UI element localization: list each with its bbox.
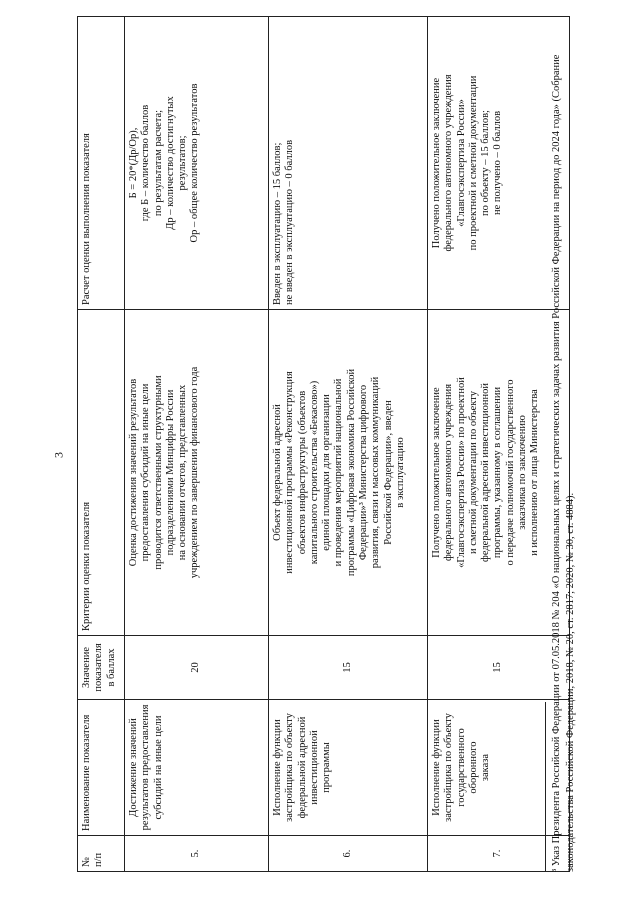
row-calc: Б = 20*(Др/Ор), где Б – количество баллов по результатам расчета; Др – количество достигнутых результатов; Ор – общее количество результатов (125, 17, 269, 310)
header-name: Наименование показателя (78, 700, 125, 836)
row-indicator-name: Исполнение функции застройщика по объекту федеральной адресной инвестиционной программы (269, 700, 428, 836)
header-calc: Расчет оценки выполнения показателя (78, 17, 125, 310)
table-row (125, 17, 269, 872)
footnote-divider (545, 702, 546, 872)
page-number: 3 (51, 452, 66, 458)
header-num: № п/п (78, 836, 125, 872)
table-row (269, 17, 428, 872)
row-calc: Введен в эксплуатацию – 15 баллов; не введен в эксплуатацию – 0 баллов (269, 17, 428, 310)
row-indicator-name: Достижение значений результатов предоставления субсидий на иные цели (125, 700, 269, 836)
row-calc: Получено положительное заключение федерального автономного учреждения «Главгосэкспертиза России» по проектной и сметной документации по объекту – 15 баллов; не получено – 0 баллов (428, 17, 570, 310)
row-num: 7. (428, 836, 570, 872)
row-num: 5. (125, 836, 269, 872)
row-value: 20 (125, 636, 269, 700)
footnote: ³ Указ Президента Российской Федерации от 07.05.2018 № 204 «О национальных целях и стратегических задачах развития Российской Федерации на период до 2024 года» (Собрание законодательства Российской Федерации, 2018, № 20, ст. 2817; 2020, № 30, ст. 4884). (551, 54, 576, 872)
indicator-table (77, 16, 570, 872)
row-criteria: Оценка достижения значений результатов предоставления субсидий на иные цели проводится ответственными структурными подразделениями Минцифры России на основании отчетов, представленных учреждением по завершении финансового года (125, 310, 269, 636)
header-criteria: Критерии оценки показателя (78, 310, 125, 636)
row-value: 15 (428, 636, 570, 700)
table-header-row (78, 17, 125, 872)
header-value: Значение показателя в баллах (78, 636, 125, 700)
row-value: 15 (269, 636, 428, 700)
rotated-page-content (77, 17, 607, 872)
table-row (428, 17, 570, 872)
row-indicator-name: Исполнение функции застройщика по объекту государственного оборонного заказа (428, 700, 570, 836)
row-num: 6. (269, 836, 428, 872)
row-criteria: Объект федеральной адресной инвестиционной программы «Реконструкция объектов инфраструктуры (объектов капитального строительства «Бекасово») единой площадки для организации и проведения мероприятий национальной программы «Цифровая экономика Российской Федерации»³ Министерства цифрового развития, связи и массовых коммуникаций Российской Федерации», введен в эксплуатацию (269, 310, 428, 636)
row-criteria: Получено положительное заключение федерального автономного учреждения «Главгосэкспертиза России» по проектной и сметной документации по объекту федеральной адресной инвестиционной программы, указанному в соглашении о передаче полномочий государственного заказчика по заключению и исполнению от лица Министерства (428, 310, 570, 636)
